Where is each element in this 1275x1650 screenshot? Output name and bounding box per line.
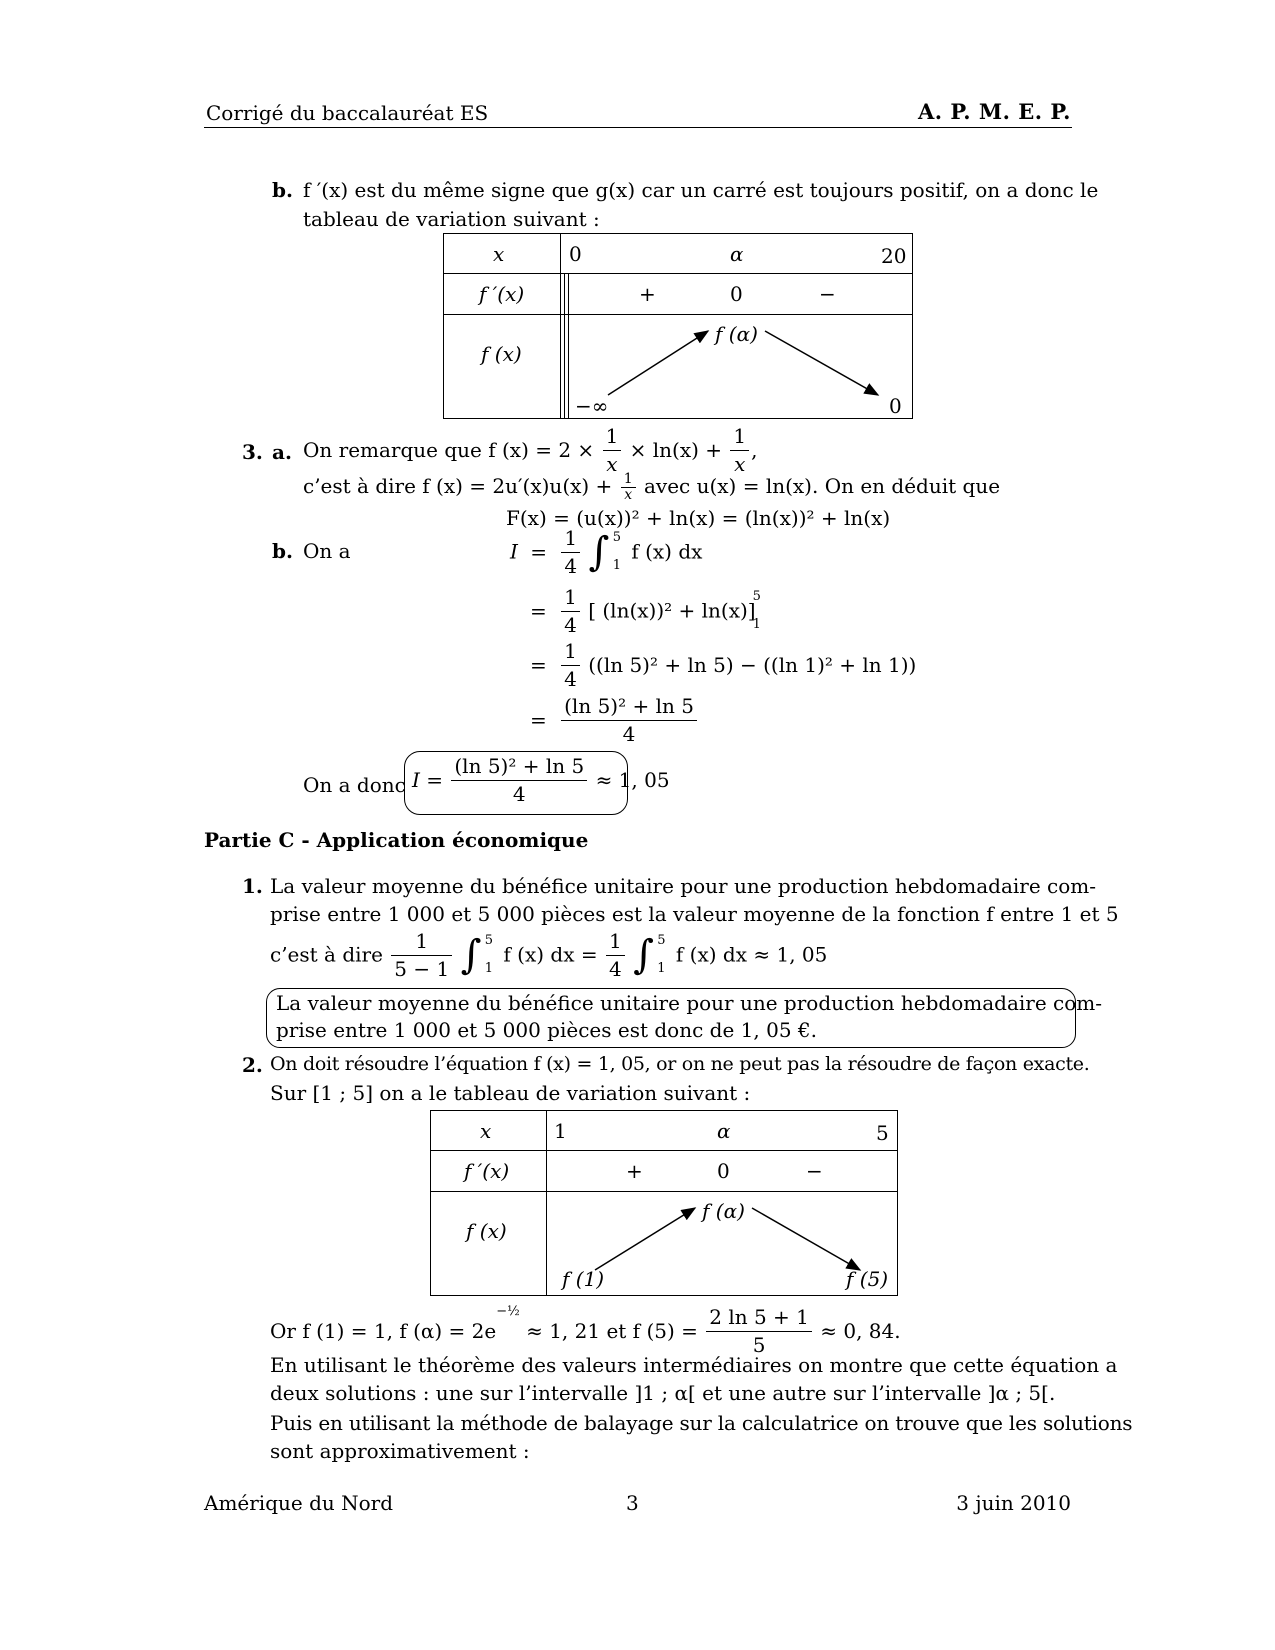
calc-line-4: = $\frac{\text{(ln 5)² + ln 5}}{4}$	[530, 693, 699, 748]
t2-arrows	[430, 1110, 900, 1296]
c-q1-line1: La valeur moyenne du bénéfice unitaire pour une production hebdomadaire com-	[270, 874, 1097, 898]
t2-sign-minus: −	[806, 1159, 823, 1183]
c-q1-box-line1: La valeur moyenne du bénéfice unitaire pour une production hebdomadaire com-	[276, 991, 1103, 1015]
c-q2-num: 2.	[242, 1053, 263, 1077]
c-q2-tvi-line2: deux solutions : une sur l’intervalle ]1 ; α[ et une autre sur l’intervalle ]α ; 5[.	[270, 1381, 1056, 1405]
q3-num: 3.	[242, 440, 263, 464]
variation-table-2	[430, 1110, 900, 1296]
integral-sign: ∫	[588, 529, 610, 575]
t2-f-label: f (x)	[466, 1219, 507, 1243]
t1-x-end: 20	[881, 244, 907, 268]
footer-page-number: 3	[626, 1491, 639, 1515]
c-q2-tvi-line1: En utilisant le théorème des valeurs intermédiaires on montre que cette équation a	[270, 1353, 1118, 1377]
q3-result: I = $\frac{\text{(ln 5)² + ln 5}}{4}$ ≈ 1, 05	[412, 754, 670, 806]
c-q1-line3: c’est à dire $\frac{1}{5 - 1}$ ∫ 5 1 f (x) dx = $\frac{1}{4}$ ∫ 5 1 f (x) dx ≈ 1, 05	[270, 928, 828, 981]
q3a-line1: On remarque que f (x) = 2 × $\frac{1}{x}$ × ln(x) + $\frac{1}{x}$ ,	[303, 424, 758, 476]
t2-x-label: x	[480, 1119, 492, 1143]
t2-x-start: 1	[554, 1119, 567, 1143]
c-q1-num: 1.	[242, 874, 263, 898]
c-q2-line1: On doit résoudre l’équation f (x) = 1, 05, or on ne peut pas la résoudre de façon exacte.	[270, 1053, 1090, 1075]
t1-f-low: −∞	[575, 394, 609, 418]
t2-sign-plus: +	[626, 1159, 643, 1183]
t1-sign-zero: 0	[730, 282, 743, 306]
c-q2-bal-line2: sont approximativement :	[270, 1439, 530, 1463]
t1-arrow-up	[608, 331, 708, 395]
calc-line-2: = $\frac{1}{4}$ [ (ln(x))² + ln(x)] 5 1	[530, 584, 761, 637]
header-right: A. P. M. E. P.	[918, 99, 1071, 124]
t1-f-label: f (x)	[481, 342, 522, 366]
t2-arrow-up	[595, 1208, 695, 1270]
c-q1-line2: prise entre 1 000 et 5 000 pièces est la valeur moyenne de la fonction f entre 1 et 5	[270, 902, 1119, 926]
partc-title: Partie C - Application économique	[204, 828, 589, 852]
q2b-line2: tableau de variation suivant :	[303, 207, 600, 231]
q3a-frac-1: $\frac{1}{x}$	[603, 423, 622, 478]
c-q2-or-line: Or f (1) = 1, f $(\alpha) = 2e^{-\frac{1}{2}} \approx 1$, 21 et f (5) = $\frac{2 \ln 5 + 1}{5}$ ≈ 0, 84.	[270, 1304, 901, 1357]
t2-arrow-down	[752, 1208, 860, 1270]
q3a-label: a.	[272, 440, 292, 464]
q2b-label: b.	[272, 178, 293, 202]
t2-sign-zero: 0	[717, 1159, 730, 1183]
t2-x-mid: α	[717, 1119, 731, 1143]
t2-x-end: 5	[876, 1121, 889, 1145]
q2b-line1: f ′(x) est du même signe que g(x) car un carré est toujours positif, on a donc le	[303, 178, 1099, 202]
t1-x-start: 0	[569, 242, 582, 266]
q3a-small-frac: $\frac{1}{x}$	[621, 472, 636, 503]
t2-f-low: f (1)	[562, 1267, 605, 1291]
q3b-label: b.	[272, 539, 293, 563]
c-q2-bal-line1: Puis en utilisant la méthode de balayage sur la calculatrice on trouve que les solutions	[270, 1411, 1133, 1435]
calc-line-1: I = $\frac{1}{4}$ ∫ 5 1 f (x) dx	[510, 525, 703, 578]
c-q1-box-line2: prise entre 1 000 et 5 000 pièces est donc de 1, 05 €.	[276, 1018, 817, 1042]
t1-arrow-down	[765, 331, 878, 395]
t1-x-mid: α	[730, 242, 744, 266]
q3a-frac-2: $\frac{1}{x}$	[730, 423, 749, 478]
t1-f-top: f (α)	[715, 322, 758, 346]
t1-sign-minus: −	[819, 282, 836, 306]
t1-arrows	[443, 233, 913, 419]
calc-line-3: = $\frac{1}{4}$ ((ln 5)² + ln 5) − ((ln 1)² + ln 1))	[530, 639, 917, 691]
header-left: Corrigé du baccalauréat ES	[206, 101, 489, 125]
t2-f-end: f (5)	[846, 1267, 889, 1291]
q3b-text: On a	[303, 539, 351, 563]
t1-sign-plus: +	[639, 282, 656, 306]
footer-left: Amérique du Nord	[204, 1491, 394, 1515]
q3-donc-pre: On a donc	[303, 773, 406, 797]
t1-fp-label: f ′(x)	[479, 282, 525, 306]
t1-f-end: 0	[889, 394, 902, 418]
c-q2-line2: Sur [1 ; 5] on a le tableau de variation suivant :	[270, 1081, 751, 1105]
variation-table-1	[443, 233, 913, 419]
footer-right: 3 juin 2010	[956, 1491, 1071, 1515]
q3a-line3: F(x) = (u(x))² + ln(x) = (ln(x))² + ln(x)	[506, 506, 891, 530]
q3a-line2: c’est à dire f (x) = 2u′(x)u(x) + $\frac{1}{x}$ avec u(x) = ln(x). On en déduit que	[303, 471, 1001, 503]
header-rule	[204, 127, 1072, 128]
t2-f-top: f (α)	[702, 1199, 745, 1223]
t1-x-label: x	[493, 242, 505, 266]
t2-fp-label: f ′(x)	[464, 1159, 510, 1183]
